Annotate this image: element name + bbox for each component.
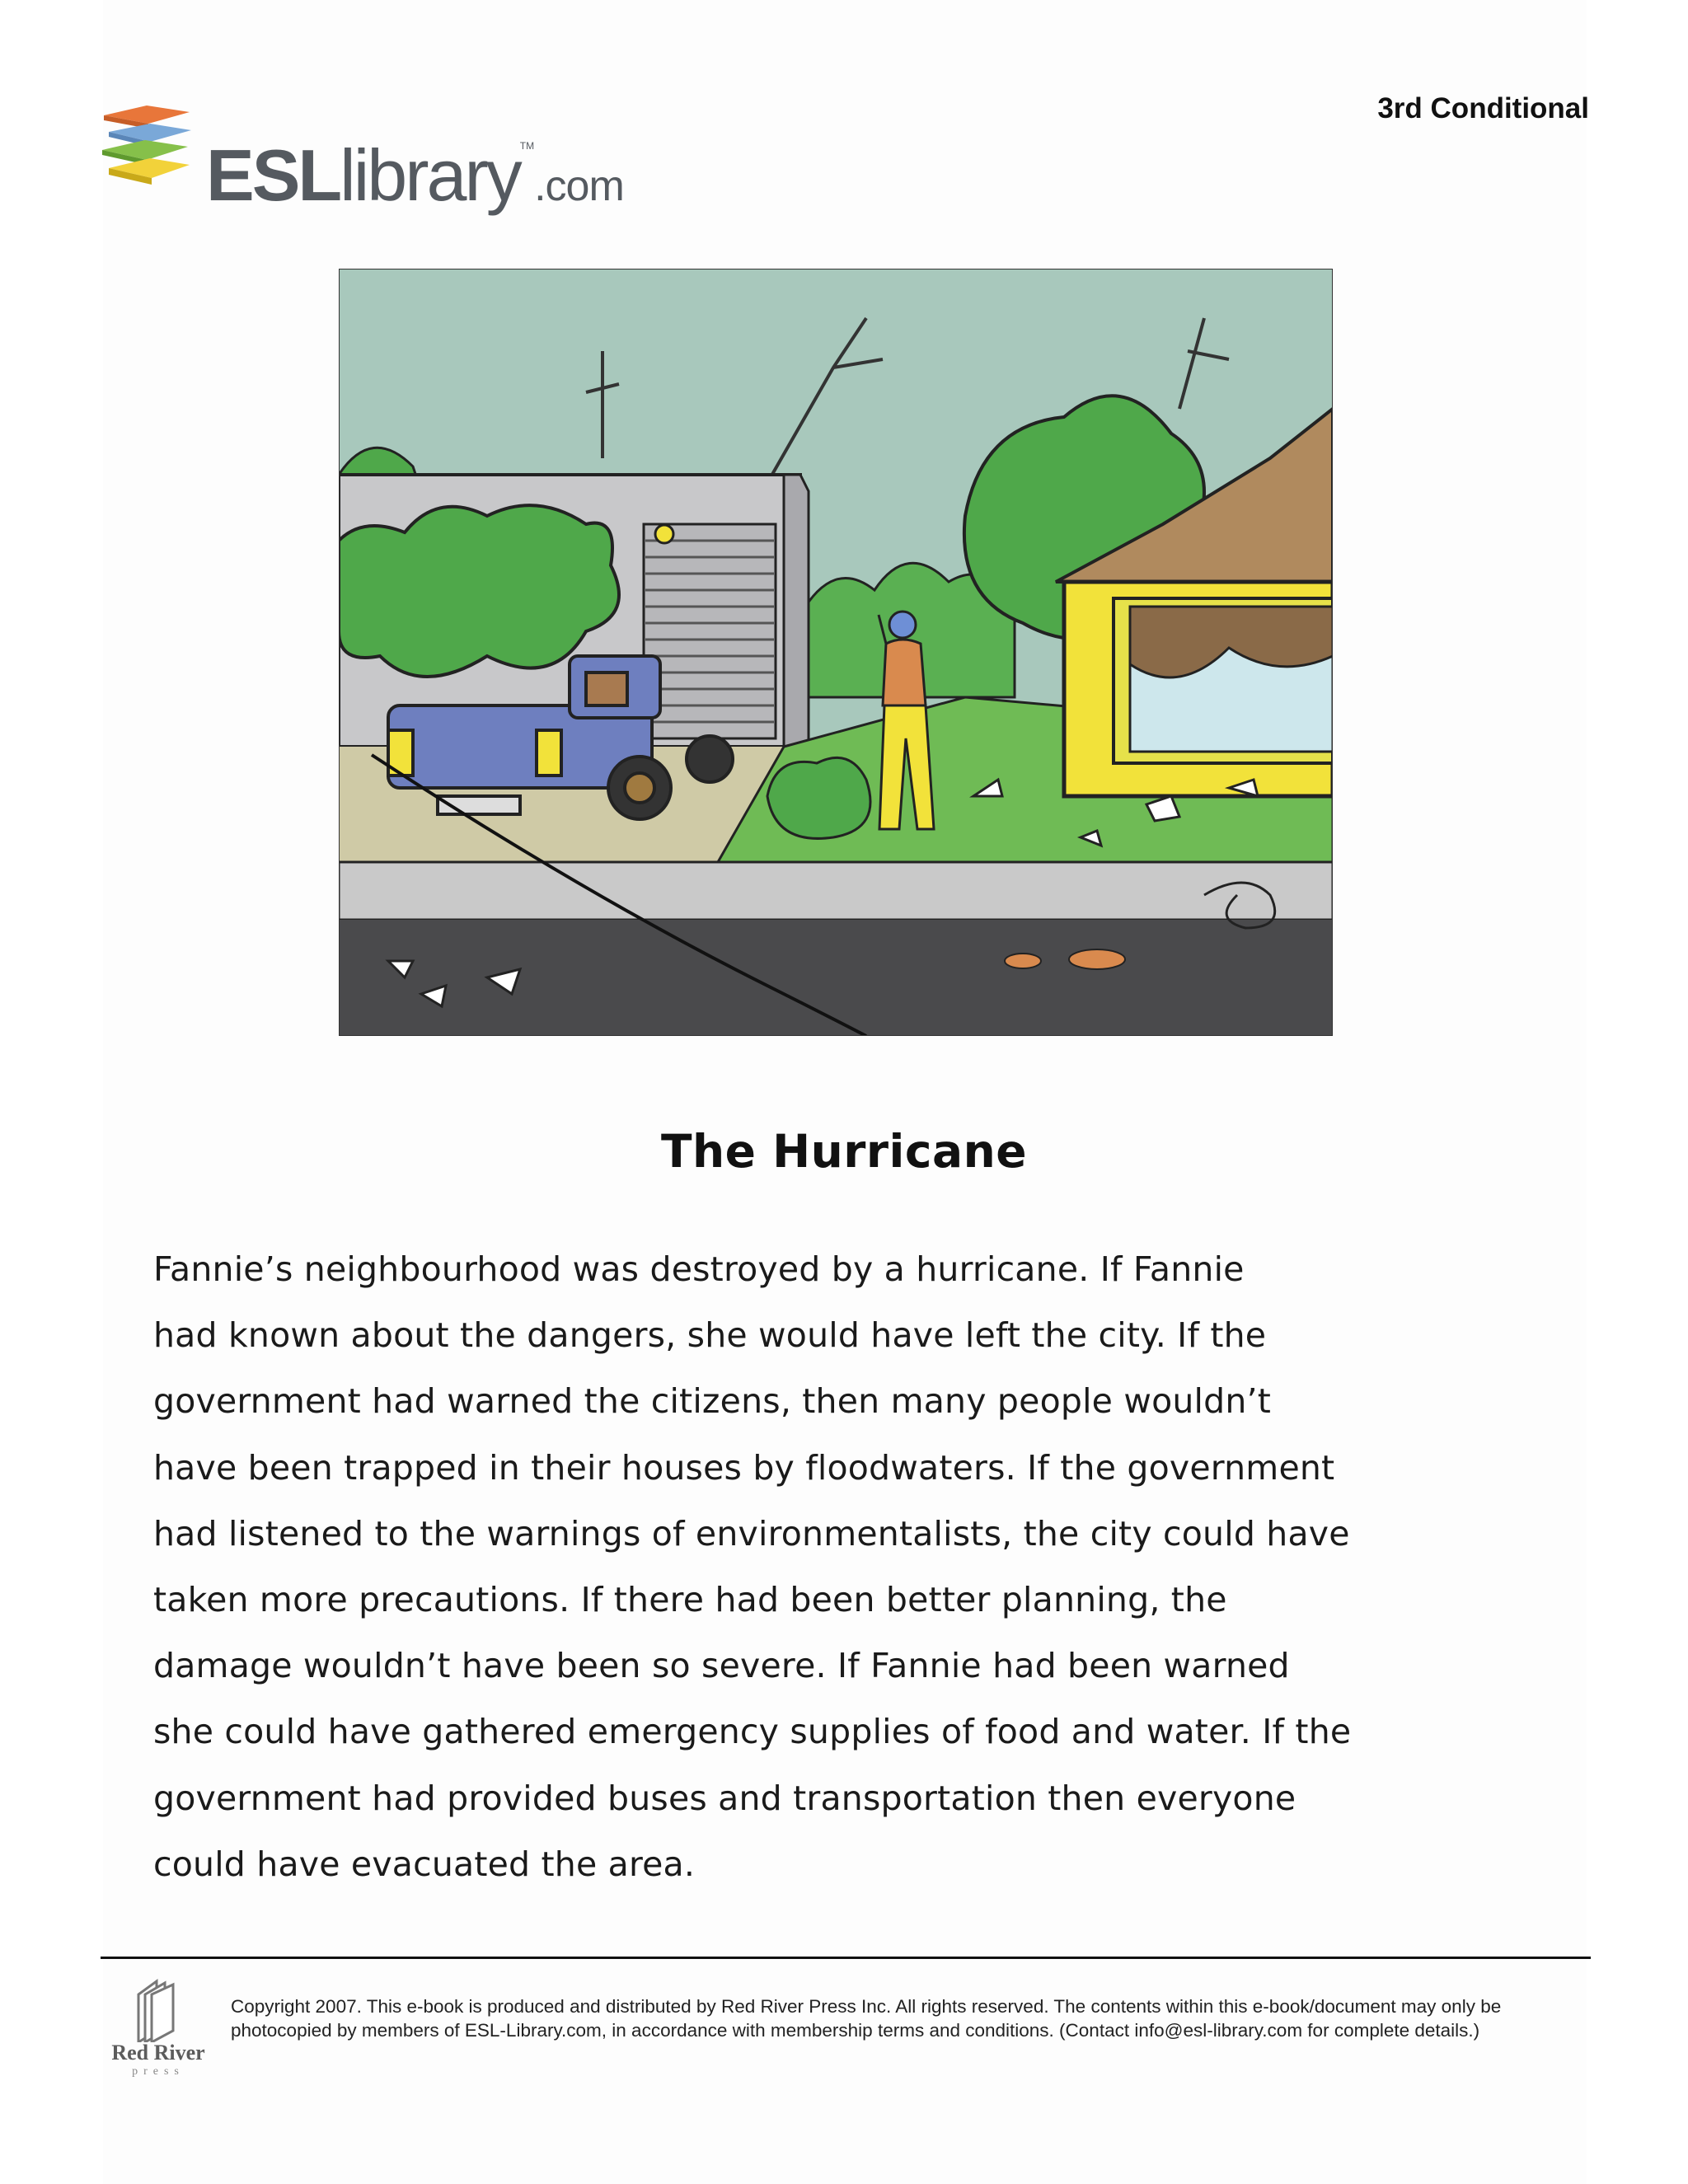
red-river-press-logo[interactable] <box>102 1976 214 2083</box>
esl-library-logo[interactable] <box>97 92 625 216</box>
story-line: had known about the dangers, she would have left the city. If the <box>153 1315 1267 1356</box>
books-stack-icon <box>97 99 196 196</box>
logo-esl: ESL <box>206 134 340 216</box>
logo-trademark: TM <box>519 140 535 152</box>
story-paragraph <box>153 1236 1522 1897</box>
copyright-notice <box>231 1994 1599 2042</box>
publisher-name: Red River <box>111 2041 205 2064</box>
hurricane-illustration <box>339 269 1333 1036</box>
story-line: taken more precautions. If there had been better planning, the <box>153 1579 1227 1619</box>
book-pages-icon <box>102 1976 214 2042</box>
logo-wordmark <box>206 92 624 216</box>
story-line: government had provided buses and transportation then everyone <box>153 1778 1296 1818</box>
story-line: have been trapped in their houses by floodwaters. If the government <box>153 1447 1335 1488</box>
section-tag: 3rd Conditional <box>1377 92 1589 124</box>
story-line: Fannie’s neighbourhood was destroyed by a hurricane. If Fannie <box>153 1249 1245 1289</box>
story-line: government had warned the citizens, then many people wouldn’t <box>153 1381 1272 1422</box>
logo-dotcom: .com <box>534 162 624 210</box>
publisher-sub: press <box>132 2065 185 2078</box>
story-line: damage wouldn’t have been so severe. If Fannie had been warned <box>153 1646 1290 1686</box>
logo-library: library <box>340 134 520 216</box>
story-line: could have evacuated the area. <box>153 1844 696 1884</box>
page-title: The Hurricane <box>660 1125 1028 1178</box>
story-line: had listened to the warnings of environmentalists, the city could have <box>153 1513 1350 1554</box>
copyright-line: photocopied by members of ESL-Library.com, in accordance with membership terms and conditions. (Contact info@esl-library.com for complete details.) <box>231 2020 1480 2041</box>
copyright-line: Copyright 2007. This e-book is produced and distributed by Red River Press Inc. All rights reserved. The contents within this e-book/document may only be <box>231 1996 1502 2017</box>
story-line: she could have gathered emergency supplies of food and water. If the <box>153 1712 1352 1752</box>
footer-divider <box>101 1957 1591 1959</box>
hurricane-scene-icon <box>339 269 1333 1036</box>
